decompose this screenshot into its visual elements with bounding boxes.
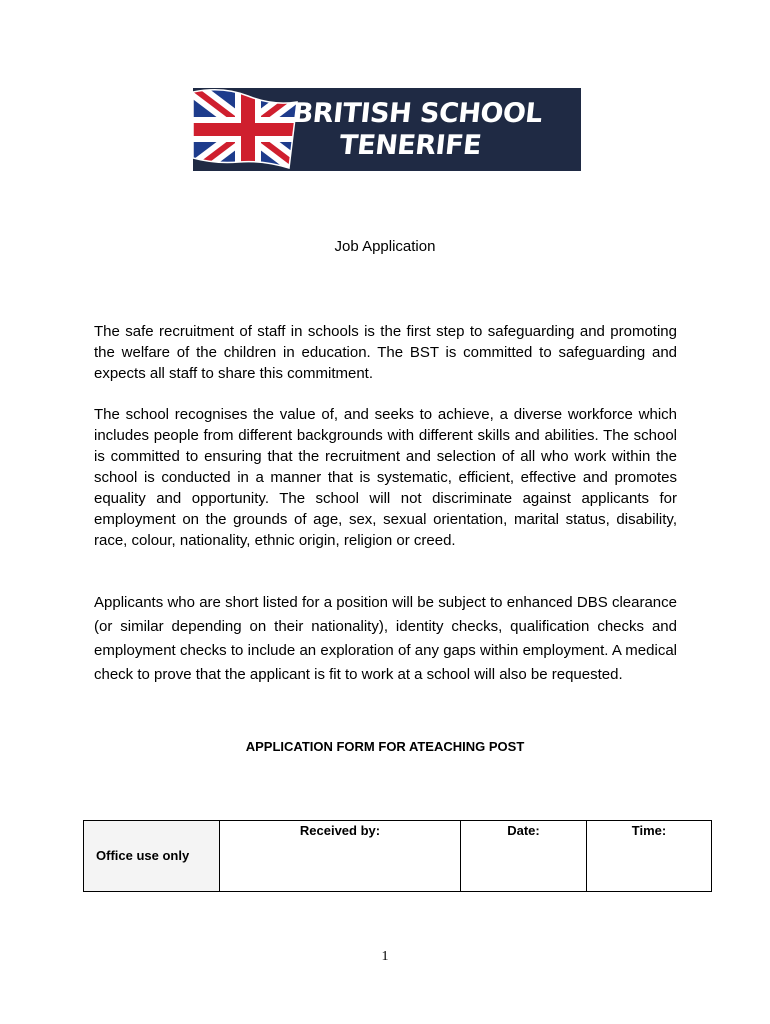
union-flag-icon [193,88,303,171]
paragraph-safe-recruitment: The safe recruitment of staff in schools is the first step to safeguarding and promoting the welfare of the children in education. The BST is committed to safeguarding and expects all staff to share this commitment. [94,323,677,382]
office-use-label: Office use only [96,848,190,863]
logo-line-1: BRITISH SCHOOL [291,98,544,129]
logo-line-2: TENERIFE [337,130,483,161]
date-label: Date: [507,823,540,838]
page-number: 1 [381,949,389,964]
time-label: Time: [631,823,667,838]
form-heading: APPLICATION FORM FOR ATEACHING POST [245,739,525,754]
logo-wordmark [288,98,580,162]
paragraph-diverse-workforce: The school recognises the value of, and seeks to achieve, a diverse workforce which includes people from different backgrounds with different skills and abilities. The school is committed to ensuring that the recruitment and selection of all who work within the school is conducted in a manner that is systematic, efficient, effective and promotes equality and opportunity. The school will not discriminate against applicants for employment on the grounds of age, sex, sexual orientation, marital status, disability, race, colour, nationality, ethnic origin, religion or creed. [94,406,677,549]
page-title: Job Application [334,238,436,255]
school-logo [193,88,581,171]
office-use-table [83,820,712,892]
time-cell[interactable] [587,821,712,892]
received-by-label: Received by: [299,823,381,838]
office-use-label-cell [84,821,220,892]
paragraph-checks: Applicants who are short listed for a position will be subject to enhanced DBS clearance (or similar depending on their nationality), identity checks, qualification checks and employment checks to include an exploration of any gaps within employment. A medical check to prove that the applicant is fit to work at a school will also be requested. [94,594,677,683]
date-cell[interactable] [461,821,587,892]
received-by-cell[interactable] [220,821,461,892]
